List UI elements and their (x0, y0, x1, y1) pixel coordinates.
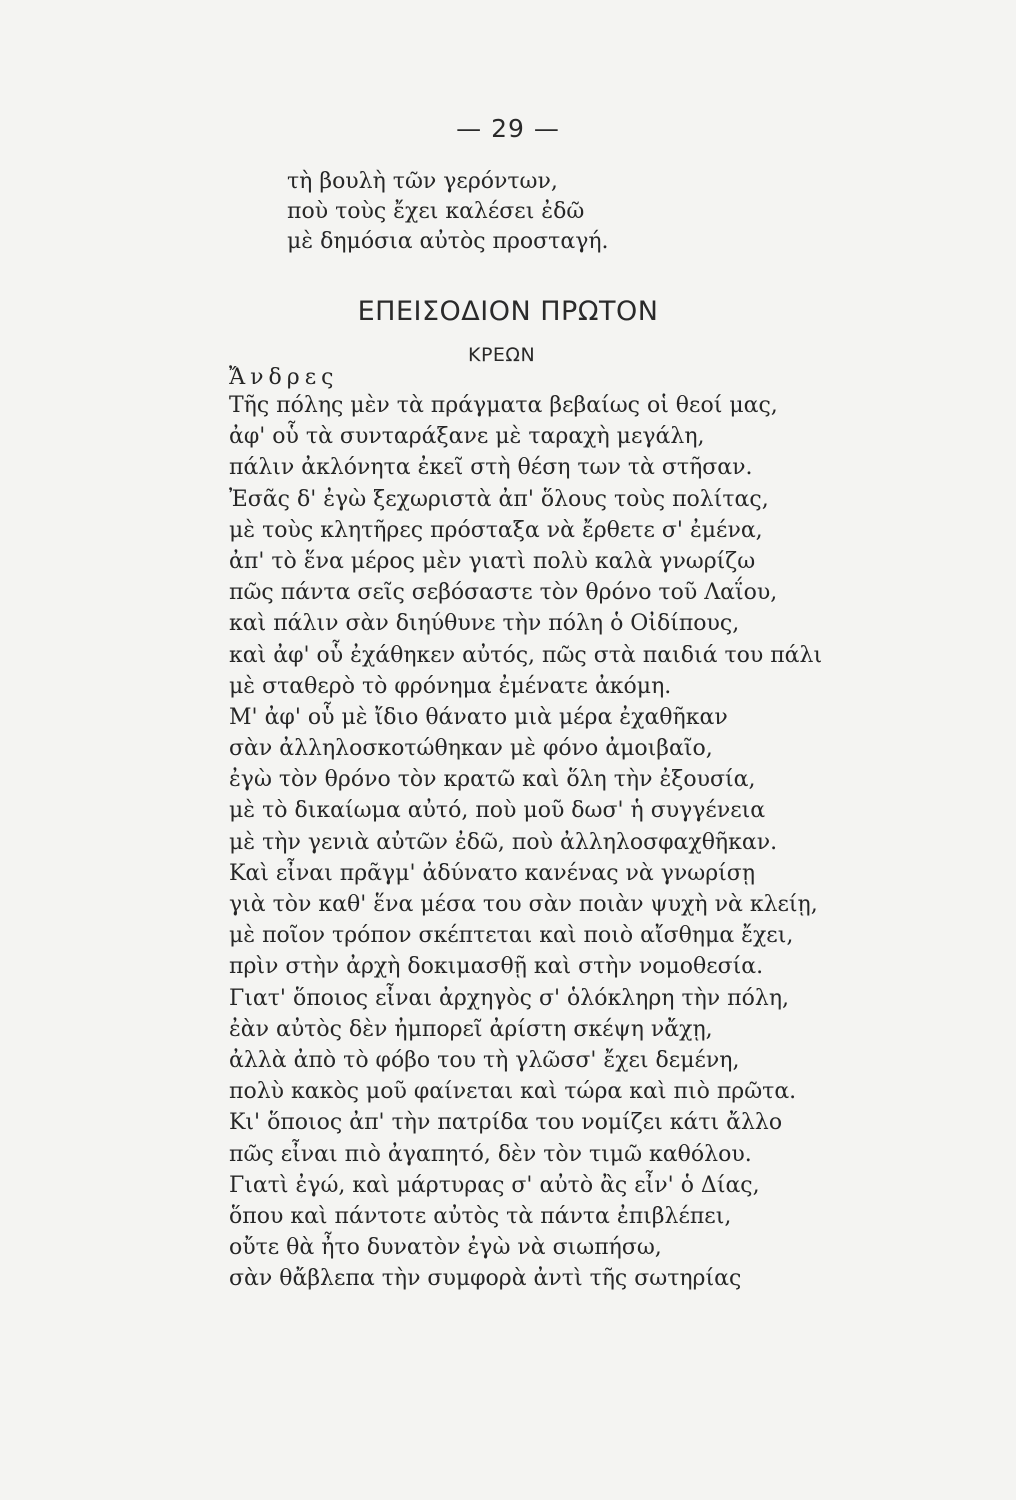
verse-line: πῶς εἶναι πιὸ ἀγαπητό, δὲν τὸν τιμῶ καθόλου. (229, 1141, 752, 1167)
verse-line: οὔτε θὰ ἦτο δυνατὸν ἐγὼ νὰ σιωπήσω, (229, 1235, 662, 1261)
verse-line: γιὰ τὸν καθ' ἕνα μέσα του σὰν ποιὰν ψυχὴ νὰ κλείῃ, (229, 892, 818, 917)
verse-line: τὴ βουλὴ τῶν γερόντων, (287, 169, 558, 194)
intro-verse-block (287, 167, 609, 257)
verse-line: ποὺ τοὺς ἔχει καλέσει ἐδῶ (287, 199, 585, 224)
verse-line: πρὶν στὴν ἀρχὴ δοκιμασθῇ καὶ στὴν νομοθεσία. (229, 954, 764, 980)
verse-line: Ἐσᾶς δ' ἐγὼ ξεχωριστὰ ἀπ' ὅλους τοὺς πολίτας, (229, 486, 769, 512)
verse-line: Γιατ' ὅποιος εἶναι ἀρχηγὸς σ' ὁλόκληρη τὴν πόλη, (229, 985, 789, 1011)
speech-verse-block (229, 390, 823, 1294)
verse-line: μὲ τὴν γενιὰ αὐτῶν ἐδῶ, ποὺ ἀλληλοσφαχθῆκαν. (229, 829, 778, 855)
verse-line: ἀφ' οὗ τὰ συνταράξανε μὲ ταραχὴ μεγάλη, (229, 424, 705, 450)
verse-line: Κι' ὅποιος ἀπ' τὴν πατρίδα του νομίζει κάτι ἄλλο (229, 1110, 783, 1136)
verse-line: ἐὰν αὐτὸς δὲν ἠμπορεῖ ἀρίστη σκέψη νἄχῃ, (229, 1016, 713, 1042)
verse-line: ἀπ' τὸ ἕνα μέρος μὲν γιατὶ πολὺ καλὰ γνωρίζω (229, 548, 756, 574)
verse-line: μὲ τοὺς κλητῆρες πρόσταξα νὰ ἔρθετε σ' ἐμένα, (229, 517, 763, 543)
verse-line: μὲ τὸ δικαίωμα αὐτό, ποὺ μοῦ δωσ' ἡ συγγένεια (229, 798, 766, 824)
verse-line: ὅπου καὶ πάντοτε αὐτὸς τὰ πάντα ἐπιβλέπει, (229, 1203, 732, 1229)
verse-line: πῶς πάντα σεῖς σεβόσαστε τὸν θρόνο τοῦ Λαΐου, (229, 580, 778, 606)
verse-line: ἐγὼ τὸν θρόνο τὸν κρατῶ καὶ ὅλη τὴν ἐξουσία, (229, 767, 756, 793)
verse-line: Γιατὶ ἐγώ, καὶ μάρτυρας σ' αὐτὸ ἂς εἶν' ὁ Δίας, (229, 1172, 760, 1198)
verse-line: καὶ πάλιν σὰν διηύθυνε τὴν πόλη ὁ Οἰδίπους, (229, 611, 740, 637)
page-number: — 29 — (456, 114, 560, 143)
verse-line: ἀλλὰ ἀπὸ τὸ φόβο του τὴ γλῶσσ' ἔχει δεμένη, (229, 1047, 740, 1073)
verse-line: μὲ σταθερὸ τὸ φρόνημα ἐμένατε ἀκόμη. (229, 673, 672, 699)
verse-line: Μ' ἀφ' οὗ μὲ ἴδιο θάνατο μιὰ μέρα ἐχαθῆκαν (229, 704, 728, 730)
verse-line: σὰν θἄβλεπα τὴν συμφορὰ ἀντὶ τῆς σωτηρίας (229, 1266, 742, 1292)
verse-line: μὲ δημόσια αὐτὸς προσταγή. (287, 229, 609, 254)
verse-line: πάλιν ἀκλόνητα ἐκεῖ στὴ θέση των τὰ στῆσαν. (229, 455, 753, 481)
verse-line: πολὺ κακὸς μοῦ φαίνεται καὶ τώρα καὶ πιὸ πρῶτα. (229, 1079, 797, 1105)
address-word: Ἄνδρες (229, 365, 339, 390)
verse-line: Καὶ εἶναι πρᾶγμ' ἀδύνατο κανένας νὰ γνωρίσῃ (229, 860, 756, 886)
episode-heading: ΕΠΕΙΣΟΔΙΟΝ ΠΡΩΤΟΝ (357, 296, 659, 327)
verse-line: μὲ ποῖον τρόπον σκέπτεται καὶ ποιὸ αἴσθημα ἔχει, (229, 923, 794, 949)
verse-line: καὶ ἀφ' οὗ ἐχάθηκεν αὐτός, πῶς στὰ παιδιά του πάλι (229, 642, 823, 668)
speaker-name: ΚΡΕΩΝ (468, 344, 536, 366)
verse-line: σὰν ἀλληλοσκοτώθηκαν μὲ φόνο ἀμοιβαῖο, (229, 736, 713, 762)
verse-line: Τῆς πόλης μὲν τὰ πράγματα βεβαίως οἱ θεοί μας, (229, 393, 778, 418)
